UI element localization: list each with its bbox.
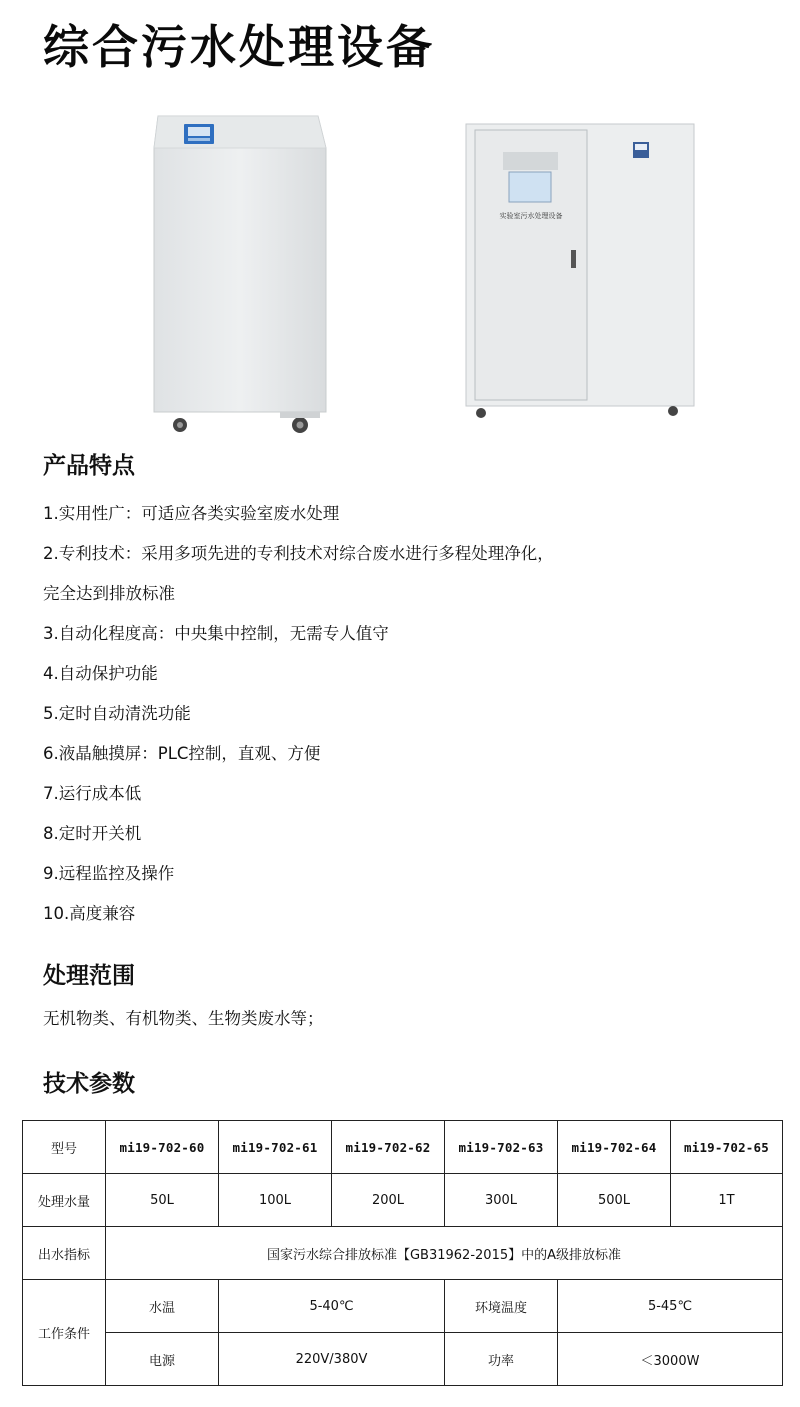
table-row-capacity — [23, 1174, 783, 1227]
water-temp-label: 水温 — [106, 1280, 219, 1333]
table-row-models — [23, 1121, 783, 1174]
feature-item: 10.高度兼容 — [43, 904, 136, 923]
power-value: 220V/380V — [219, 1333, 445, 1386]
feature-item: 3.自动化程度高：中央集中控制，无需专人值守 — [43, 624, 389, 643]
effluent-value: 国家污水综合排放标准【GB31962-2015】中的A级排放标准 — [106, 1227, 783, 1280]
capacity-label: 处理水量 — [23, 1174, 106, 1227]
feature-item: 完全达到排放标准 — [43, 584, 175, 603]
capacity-cell: 500L — [558, 1174, 671, 1227]
capacity-cell: 100L — [219, 1174, 332, 1227]
model-cell: mi19-702-63 — [445, 1121, 558, 1174]
ambient-temp-value: 5-45℃ — [558, 1280, 783, 1333]
model-cell: mi19-702-62 — [332, 1121, 445, 1174]
effluent-label: 出水指标 — [23, 1227, 106, 1280]
feature-item: 5.定时自动清洗功能 — [43, 704, 191, 723]
machine-label: 实验室污水处理设备 — [499, 212, 563, 220]
capacity-cell: 1T — [671, 1174, 783, 1227]
specs-heading: 技术参数 — [43, 1071, 135, 1097]
water-temp-value: 5-40℃ — [219, 1280, 445, 1333]
power-label: 电源 — [106, 1333, 219, 1386]
table-row-conditions-power — [23, 1333, 783, 1386]
capacity-cell: 200L — [332, 1174, 445, 1227]
conditions-label: 工作条件 — [23, 1280, 106, 1386]
specs-table — [22, 1120, 783, 1386]
capacity-cell: 300L — [445, 1174, 558, 1227]
feature-item: 6.液晶触摸屏：PLC控制，直观、方便 — [43, 744, 321, 763]
feature-item: 7.运行成本低 — [43, 784, 142, 803]
capacity-cell: 50L — [106, 1174, 219, 1227]
ambient-temp-label: 环境温度 — [445, 1280, 558, 1333]
feature-item: 1.实用性广：可适应各类实验室废水处理 — [43, 504, 340, 523]
model-cell: mi19-702-65 — [671, 1121, 783, 1174]
model-label: 型号 — [23, 1121, 106, 1174]
model-cell: mi19-702-60 — [106, 1121, 219, 1174]
wattage-label: 功率 — [445, 1333, 558, 1386]
scope-heading: 处理范围 — [43, 963, 135, 989]
small-cabinet-image — [150, 110, 330, 435]
wattage-value: ＜3000W — [558, 1333, 783, 1386]
scope-text: 无机物类、有机物类、生物类废水等； — [43, 1009, 324, 1028]
table-row-conditions-temp — [23, 1280, 783, 1333]
page-title: 综合污水处理设备 — [43, 20, 435, 74]
feature-item: 8.定时开关机 — [43, 824, 142, 843]
feature-item: 2.专利技术：采用多项先进的专利技术对综合废水进行多程处理净化， — [43, 544, 554, 563]
table-row-effluent — [23, 1227, 783, 1280]
feature-item: 9.远程监控及操作 — [43, 864, 175, 883]
feature-item: 4.自动保护功能 — [43, 664, 158, 683]
large-cabinet-image — [463, 120, 698, 425]
features-heading: 产品特点 — [43, 453, 135, 479]
model-cell: mi19-702-64 — [558, 1121, 671, 1174]
product-images — [0, 100, 800, 440]
model-cell: mi19-702-61 — [219, 1121, 332, 1174]
